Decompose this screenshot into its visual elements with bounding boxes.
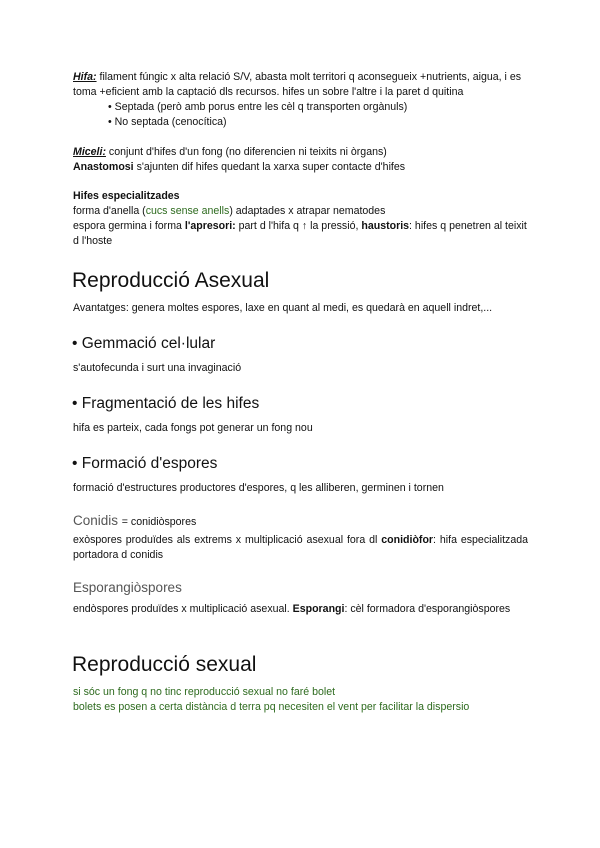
term-hifa: Hifa: xyxy=(73,71,97,83)
anastomosi-text: s'ajunten dif hifes quedant la xarxa super contacte d'hifes xyxy=(136,161,406,173)
bullet-septada xyxy=(108,100,407,115)
esporangio-text: endòspores produïdes x multiplicació asexual. Esporangi: cèl formadora d'esporangiòspores xyxy=(73,603,511,615)
sexual-line-2: bolets es posen a certa distància d terra pq necesiten el vent per facilitar la dispersio xyxy=(73,701,470,713)
conidis-text: exòspores produïdes als extrems x multiplicació asexual fora dl conidiòfor: hifa especialitzada portadora d conidis xyxy=(73,534,528,561)
hifes-esp-line-1: forma d'anella (cucs sense anells) adaptades x atrapar nematodes xyxy=(73,205,386,217)
miceli-text: conjunt d'hifes d'un fong (no diferencien ni teixits ni òrgans) xyxy=(108,146,387,158)
heading-gemmacio: • Gemmació cel·lular xyxy=(72,335,216,352)
fragmentacio-text: hifa es parteix, cada fongs pot generar un fong nou xyxy=(73,422,313,434)
bullet-no-septada-text: • No septada (cenocítica) xyxy=(108,116,227,128)
hifes-esp-line-2: espora germina i forma l'apresori: part d l'hifa q ↑ la pressió, haustoris: hifes q penetren al teixit d l'hoste xyxy=(73,220,527,247)
anastomosi-definition xyxy=(73,160,528,175)
term-conidiofor: conidiòfor xyxy=(381,534,434,546)
hifa-text: filament fúngic x alta relació S/V, abasta molt territori q aconsegueix +nutrients, aigua, i es toma +eficient amb la captació dls recursos. hifes un sobre l'altre i la paret d quitina xyxy=(73,71,522,98)
term-anastomosi: Anastomosi xyxy=(73,161,134,173)
hifes-especialitzades-heading: Hifes especialitzades xyxy=(73,190,180,202)
hifa-definition xyxy=(73,70,528,100)
term-apresori: l'apresori: xyxy=(184,220,236,232)
heading-formacio-espores: • Formació d'espores xyxy=(72,455,218,472)
term-esporangi: Esporangi xyxy=(292,603,345,615)
sexual-line-1: si sóc un fong q no tinc reproducció sexual no faré bolet xyxy=(73,686,336,698)
conidis-subtitle: = conidiòspores xyxy=(121,516,197,528)
heading-esporangiospores: Esporangiòspores xyxy=(73,580,182,595)
bullet-no-septada xyxy=(108,115,227,130)
miceli-definition xyxy=(73,145,528,160)
gemmacio-text: s'autofecunda i surt una invaginació xyxy=(73,362,242,374)
formacio-text: formació d'estructures productores d'espores, q les alliberen, germinen i tornen xyxy=(73,482,444,494)
heading-fragmentacio: • Fragmentació de les hifes xyxy=(72,395,260,412)
cucs-sense-anells: cucs sense anells xyxy=(145,205,230,217)
heading-reproduccio-asexual: Reproducció Asexual xyxy=(72,269,270,292)
avantatges-text: Avantatges: genera moltes espores, laxe en quant al medi, es quedarà en aquell indret,... xyxy=(73,302,493,314)
heading-conidis: Conidis = conidiòspores xyxy=(73,513,197,528)
term-miceli: Miceli: xyxy=(73,146,106,158)
term-haustoris: haustoris xyxy=(361,220,410,232)
bullet-septada-text: • Septada (però amb porus entre les cèl q transporten orgànuls) xyxy=(108,101,408,113)
heading-reproduccio-sexual: Reproducció sexual xyxy=(72,653,257,676)
